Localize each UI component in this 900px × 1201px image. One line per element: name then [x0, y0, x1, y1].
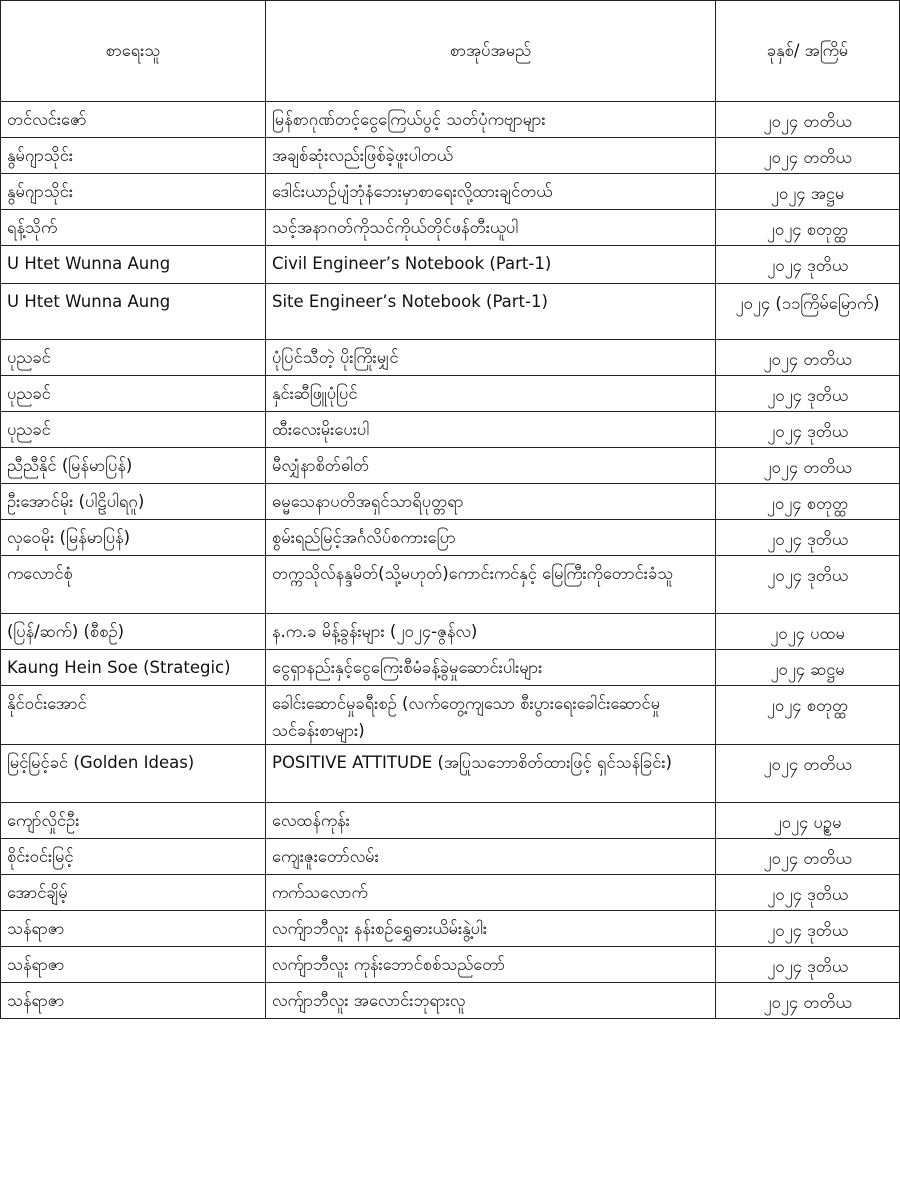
- cell-author-text: ရန့်သိုက်: [7, 218, 58, 237]
- cell-author: [1, 614, 266, 650]
- cell-year-text: ၂၀၂၄ ဒုတိယ: [767, 957, 848, 976]
- cell-title: [266, 376, 716, 412]
- table-row: [1, 745, 900, 803]
- table-row: [1, 448, 900, 484]
- table-row: [1, 983, 900, 1019]
- cell-year: [716, 911, 900, 947]
- cell-title: [266, 138, 716, 174]
- cell-year-text: ၂၀၂၄ ဒုတိယ: [767, 386, 848, 405]
- cell-year: [716, 284, 900, 340]
- cell-year-text: ၂၀၂၄ တတိယ: [763, 350, 852, 369]
- table-row: [1, 614, 900, 650]
- table-row: [1, 138, 900, 174]
- cell-title: [266, 556, 716, 614]
- cell-year: [716, 745, 900, 803]
- cell-title: [266, 686, 716, 745]
- cell-title: [266, 911, 716, 947]
- header-year: ခုနှစ်/ အကြိမ်: [716, 1, 900, 102]
- cell-title-text: ပုံပြင်သီတဲ့ ပိုးကြိုးမျှင်: [272, 348, 399, 367]
- cell-author-text: ပုညခင်: [7, 420, 51, 439]
- cell-year: [716, 102, 900, 138]
- cell-author-text: ပုညခင်: [7, 384, 51, 403]
- table-row: [1, 556, 900, 614]
- cell-author: [1, 745, 266, 803]
- cell-author: [1, 376, 266, 412]
- table-row: [1, 284, 900, 340]
- cell-year: [716, 556, 900, 614]
- cell-author-text: မြင့်မြင့်ခင် (Golden Ideas): [7, 753, 195, 772]
- cell-author: [1, 448, 266, 484]
- cell-title: [266, 520, 716, 556]
- cell-year-text: ၂၀၂၄ တတိယ: [763, 458, 852, 477]
- cell-author-text: နွမ်ဂျာသိုင်း: [7, 146, 74, 165]
- header-title: စာအုပ်အမည်: [266, 1, 716, 102]
- cell-title-text: လေထန်ကုန်း: [272, 811, 350, 830]
- cell-year-text: ၂၀၂၄ ဒုတိယ: [767, 885, 848, 904]
- cell-author-text: ဦးအောင်မိုး (ပါဠိပါရဂူ): [7, 492, 145, 511]
- cell-author-text: ညီညီနိုင် (မြန်မာပြန်): [7, 456, 133, 475]
- table-row: [1, 911, 900, 947]
- cell-year: [716, 803, 900, 839]
- cell-title: [266, 947, 716, 983]
- table-row: [1, 839, 900, 875]
- cell-year-text: ၂၀၂၄ အဋ္ဌမ: [770, 184, 845, 203]
- cell-year: [716, 376, 900, 412]
- cell-year-text: ၂၀၂၄ ဒုတိယ: [767, 566, 848, 585]
- cell-title: [266, 284, 716, 340]
- table-body: [1, 102, 900, 1019]
- cell-author: [1, 556, 266, 614]
- cell-year-text: ၂၀၂၄ တတိယ: [763, 755, 852, 774]
- cell-author-text: (ပြန်/ဆက်) (စီစဉ်): [7, 622, 125, 641]
- cell-author-text: သန်ရာဇာ: [7, 919, 65, 938]
- cell-year: [716, 340, 900, 376]
- cell-year: [716, 983, 900, 1019]
- cell-title-text: Civil Engineer’s Notebook (Part-1): [272, 254, 552, 273]
- cell-year: [716, 174, 900, 210]
- cell-year: [716, 947, 900, 983]
- cell-title-text: လက်ျာဘီလူး အလောင်းဘုရားလူ: [272, 991, 466, 1010]
- table-row: [1, 376, 900, 412]
- cell-year: [716, 520, 900, 556]
- cell-title-text: လက်ျာဘီလူး နန်းစဉ်ရွှေဓားယိမ်းနွဲ့ပါး: [272, 919, 488, 938]
- cell-title-text: ခေါင်းဆောင်မှုခရီးစဉ် (လက်တွေ့ကျသော စီးပွားရေးခေါင်းဆောင်မှု သင်ခန်းစာများ): [272, 694, 661, 740]
- cell-author: [1, 686, 266, 745]
- cell-year-text: ၂၀၂၄ ဒုတိယ: [767, 921, 848, 940]
- cell-author: [1, 650, 266, 686]
- cell-author-text: စိုင်းဝင်းမြင့်: [7, 847, 74, 866]
- cell-title: [266, 484, 716, 520]
- cell-author: [1, 102, 266, 138]
- cell-author: [1, 983, 266, 1019]
- cell-author: [1, 520, 266, 556]
- cell-title: [266, 412, 716, 448]
- cell-title: [266, 614, 716, 650]
- cell-year-text: ၂၀၂၄ တတိယ: [763, 849, 852, 868]
- cell-title-text: ဒေါင်းယာဉ်ပျံဘုံနံဘေးမှာစာရေးလို့ထားချင်တယ်: [272, 182, 553, 201]
- table-row: [1, 947, 900, 983]
- cell-year: [716, 412, 900, 448]
- cell-year: [716, 138, 900, 174]
- cell-year: [716, 650, 900, 686]
- cell-title: [266, 102, 716, 138]
- cell-year-text: ၂၀၂၄ (၁၁ကြိမ်မြောက်): [735, 294, 880, 313]
- cell-title: [266, 448, 716, 484]
- cell-title: [266, 803, 716, 839]
- cell-year: [716, 686, 900, 745]
- cell-year-text: ၂၀၂၄ ပထမ: [770, 624, 845, 643]
- table-header-row: [1, 1, 900, 102]
- table-row: [1, 484, 900, 520]
- cell-author-text: U Htet Wunna Aung: [7, 292, 171, 311]
- table-row: [1, 340, 900, 376]
- cell-author: [1, 138, 266, 174]
- cell-year: [716, 614, 900, 650]
- cell-year-text: ၂၀၂၄ တတိယ: [763, 112, 852, 131]
- cell-year-text: ၂၀၂၄ စတုတ္ထ: [766, 696, 849, 715]
- cell-author-text: U Htet Wunna Aung: [7, 254, 171, 273]
- cell-year-text: ၂၀၂၄ တတိယ: [763, 148, 852, 167]
- cell-title-text: ဓမ္မသေနာပတိအရှင်သာရိပုတ္တရာ: [272, 492, 464, 511]
- table-row: [1, 875, 900, 911]
- cell-author-text: ပုညခင်: [7, 348, 51, 367]
- table-row: [1, 803, 900, 839]
- cell-title-text: န.က.ခ မိန့်ခွန်းများ (၂၀၂၄-ဇွန်လ): [272, 622, 478, 641]
- cell-title-text: Site Engineer’s Notebook (Part-1): [272, 292, 548, 311]
- cell-author-text: ကျော်လှိုင်ဦး: [7, 811, 80, 830]
- cell-year: [716, 448, 900, 484]
- cell-year: [716, 210, 900, 246]
- cell-year-text: ၂၀၂၄ တတိယ: [763, 993, 852, 1012]
- cell-year-text: ၂၀၂၄ စတုတ္ထ: [766, 494, 849, 513]
- cell-author: [1, 875, 266, 911]
- table-row: [1, 412, 900, 448]
- cell-title: [266, 246, 716, 284]
- cell-title: [266, 839, 716, 875]
- cell-title: [266, 875, 716, 911]
- cell-author-text: နိုင်ဝင်းအောင်: [7, 694, 87, 713]
- cell-author: [1, 484, 266, 520]
- cell-title: [266, 174, 716, 210]
- cell-author: [1, 412, 266, 448]
- cell-author-text: သန်ရာဇာ: [7, 955, 65, 974]
- table-row: [1, 210, 900, 246]
- cell-title-text: ငွေရှာနည်းနှင့်ငွေကြေးစီမံခန့်ခွဲမှုဆောင်းပါးများ: [272, 658, 543, 677]
- cell-title: [266, 745, 716, 803]
- cell-title-text: POSITIVE ATTITUDE (အပြုသဘောစိတ်ထားဖြင့် ရှင်သန်ခြင်း): [272, 753, 672, 772]
- cell-title-text: ထီးလေးမိုးပေးပါ: [272, 420, 370, 439]
- cell-author: [1, 174, 266, 210]
- cell-title-text: တက္ကသိုလ်နန္ဒမိတ်(သို့မဟုတ်)ကောင်းကင်နှင့် မြေကြီးကိုတောင်းခံသူ: [272, 564, 674, 583]
- cell-year-text: ၂၀၂၄ ဒုတိယ: [767, 422, 848, 441]
- cell-title-text: အချစ်ဆုံးလည်းဖြစ်ခဲ့ဖူးပါတယ်: [272, 146, 453, 165]
- cell-title: [266, 650, 716, 686]
- cell-author: [1, 284, 266, 340]
- cell-year: [716, 839, 900, 875]
- cell-author: [1, 803, 266, 839]
- cell-author-text: တင်လင်းဇော်: [7, 110, 87, 129]
- cell-title-text: မီလျှံနာစိတ်ဓါတ်: [272, 456, 370, 475]
- cell-author-text: နွမ်ဂျာသိုင်း: [7, 182, 74, 201]
- cell-author: [1, 839, 266, 875]
- cell-title-text: စွမ်းရည်မြင့်အင်္ဂလိပ်စကားပြော: [272, 528, 456, 547]
- table-row: [1, 174, 900, 210]
- header-author: စာရေးသူ: [1, 1, 266, 102]
- cell-title-text: မြန်စာဂုဏ်တင့်ငွေကြေယ်ပွင့် သတ်ပုံကဗျာများ: [272, 110, 546, 129]
- cell-author-text: Kaung Hein Soe (Strategic): [7, 658, 231, 677]
- cell-title-text: နှင်းဆီဖြူပုံပြင်: [272, 384, 358, 403]
- cell-author: [1, 911, 266, 947]
- cell-author-text: သန်ရာဇာ: [7, 991, 65, 1010]
- cell-author: [1, 246, 266, 284]
- cell-title-text: သင့်အနာဂတ်ကိုသင်ကိုယ်တိုင်ဖန်တီးယူပါ: [272, 218, 519, 237]
- cell-year-text: ၂၀၂၄ ဆဋ္ဌမ: [770, 660, 845, 679]
- cell-author: [1, 210, 266, 246]
- cell-year-text: ၂၀၂၄ ပဥ္စမ: [773, 813, 842, 832]
- cell-author: [1, 340, 266, 376]
- cell-author-text: လှဝေမိုး (မြန်မာပြန်): [7, 528, 131, 547]
- cell-year-text: ၂၀၂၄ ဒုတိယ: [767, 530, 848, 549]
- table-row: [1, 520, 900, 556]
- cell-author: [1, 947, 266, 983]
- table-row: [1, 650, 900, 686]
- cell-title-text: ကက်သလောက်: [272, 883, 368, 902]
- cell-year: [716, 875, 900, 911]
- cell-year: [716, 246, 900, 284]
- table-row: [1, 102, 900, 138]
- cell-year-text: ၂၀၂၄ ဒုတိယ: [767, 256, 848, 275]
- cell-title-text: လက်ျာဘီလူး ကုန်းဘောင်စစ်သည်တော်: [272, 955, 506, 974]
- table-row: [1, 246, 900, 284]
- cell-title-text: ကျေးဇူးတော်လမ်း: [272, 847, 379, 866]
- cell-year-text: ၂၀၂၄ စတုတ္ထ: [766, 220, 849, 239]
- cell-title: [266, 340, 716, 376]
- cell-title: [266, 210, 716, 246]
- cell-year: [716, 484, 900, 520]
- cell-author-text: ကလောင်စုံ: [7, 564, 73, 583]
- cell-author-text: အောင်ချိမ့်: [7, 883, 68, 902]
- cell-title: [266, 983, 716, 1019]
- table-row: [1, 686, 900, 745]
